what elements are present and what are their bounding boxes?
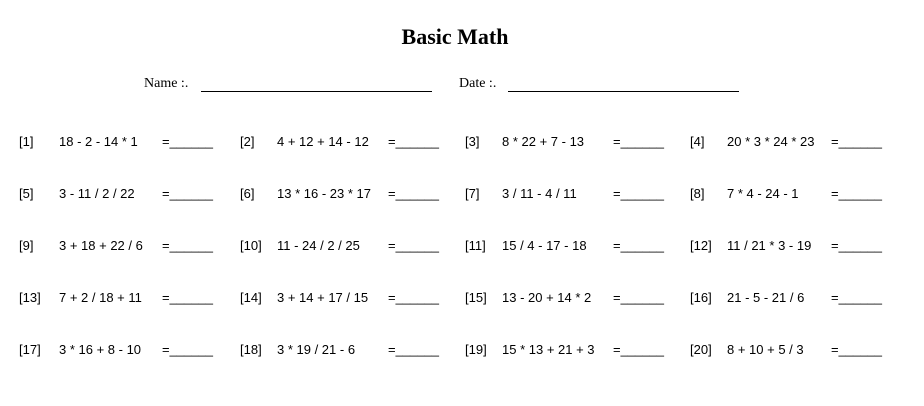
answer-blank[interactable]: =______ xyxy=(388,134,439,149)
problem-number: [6] xyxy=(240,186,255,201)
problem-expression: 3 - 11 / 2 / 22 xyxy=(59,186,135,201)
problem-expression: 13 * 16 - 23 * 17 xyxy=(277,186,371,201)
problem-expression: 15 / 4 - 17 - 18 xyxy=(502,238,587,253)
problem-expression: 3 + 14 + 17 / 15 xyxy=(277,290,369,305)
problem-expression: 18 - 2 - 14 * 1 xyxy=(59,134,138,149)
problem-expression: 3 + 18 + 22 / 6 xyxy=(59,238,143,253)
answer-blank[interactable]: =______ xyxy=(613,186,664,201)
answer-blank[interactable]: =______ xyxy=(613,342,664,357)
worksheet-title: Basic Math xyxy=(401,24,509,49)
answer-blank[interactable]: =______ xyxy=(831,186,882,201)
answer-blank[interactable]: =______ xyxy=(162,186,213,201)
answer-blank[interactable]: =______ xyxy=(162,238,213,253)
problem-number: [7] xyxy=(465,186,480,201)
problem-number: [16] xyxy=(690,290,712,305)
answer-blank[interactable]: =______ xyxy=(831,290,882,305)
problem-expression: 20 * 3 * 24 * 23 xyxy=(727,134,815,149)
problem-number: [9] xyxy=(19,238,34,253)
problem-number: [15] xyxy=(465,290,487,305)
answer-blank[interactable]: =______ xyxy=(831,342,882,357)
date-label: Date :. xyxy=(459,76,497,91)
problem-number: [12] xyxy=(690,238,712,253)
problem-number: [1] xyxy=(19,134,34,149)
problem-expression: 13 - 20 + 14 * 2 xyxy=(502,290,592,305)
problem-expression: 7 * 4 - 24 - 1 xyxy=(727,186,799,201)
problem-number: [10] xyxy=(240,238,262,253)
answer-blank[interactable]: =______ xyxy=(388,342,439,357)
answer-blank[interactable]: =______ xyxy=(613,238,664,253)
name-label: Name :. xyxy=(144,76,189,91)
problem-expression: 21 - 5 - 21 / 6 xyxy=(727,290,805,305)
problem-expression: 15 * 13 + 21 + 3 xyxy=(502,342,595,357)
problem-expression: 11 - 24 / 2 / 25 xyxy=(277,238,360,253)
problem-number: [8] xyxy=(690,186,705,201)
answer-blank[interactable]: =______ xyxy=(831,134,882,149)
answer-blank[interactable]: =______ xyxy=(162,290,213,305)
problem-number: [4] xyxy=(690,134,705,149)
problem-number: [19] xyxy=(465,342,487,357)
answer-blank[interactable]: =______ xyxy=(613,134,664,149)
problem-number: [18] xyxy=(240,342,262,357)
answer-blank[interactable]: =______ xyxy=(388,290,439,305)
problem-expression: 8 * 22 + 7 - 13 xyxy=(502,134,585,149)
answer-blank[interactable]: =______ xyxy=(388,186,439,201)
problem-expression: 3 / 11 - 4 / 11 xyxy=(502,186,577,201)
problem-number: [13] xyxy=(19,290,41,305)
answer-blank[interactable]: =______ xyxy=(388,238,439,253)
answer-blank[interactable]: =______ xyxy=(162,342,213,357)
problem-number: [17] xyxy=(19,342,41,357)
problem-number: [2] xyxy=(240,134,255,149)
problem-expression: 8 + 10 + 5 / 3 xyxy=(727,342,804,357)
problem-number: [5] xyxy=(19,186,34,201)
problem-number: [20] xyxy=(690,342,712,357)
problem-expression: 3 * 16 + 8 - 10 xyxy=(59,342,142,357)
answer-blank[interactable]: =______ xyxy=(831,238,882,253)
problem-expression: 3 * 19 / 21 - 6 xyxy=(277,342,356,357)
problem-expression: 7 + 2 / 18 + 11 xyxy=(59,290,142,305)
problem-expression: 4 + 12 + 14 - 12 xyxy=(277,134,369,149)
answer-blank[interactable]: =______ xyxy=(162,134,213,149)
problem-number: [14] xyxy=(240,290,262,305)
problem-number: [11] xyxy=(465,238,486,253)
problem-expression: 11 / 21 * 3 - 19 xyxy=(727,238,812,253)
answer-blank[interactable]: =______ xyxy=(613,290,664,305)
problem-number: [3] xyxy=(465,134,480,149)
